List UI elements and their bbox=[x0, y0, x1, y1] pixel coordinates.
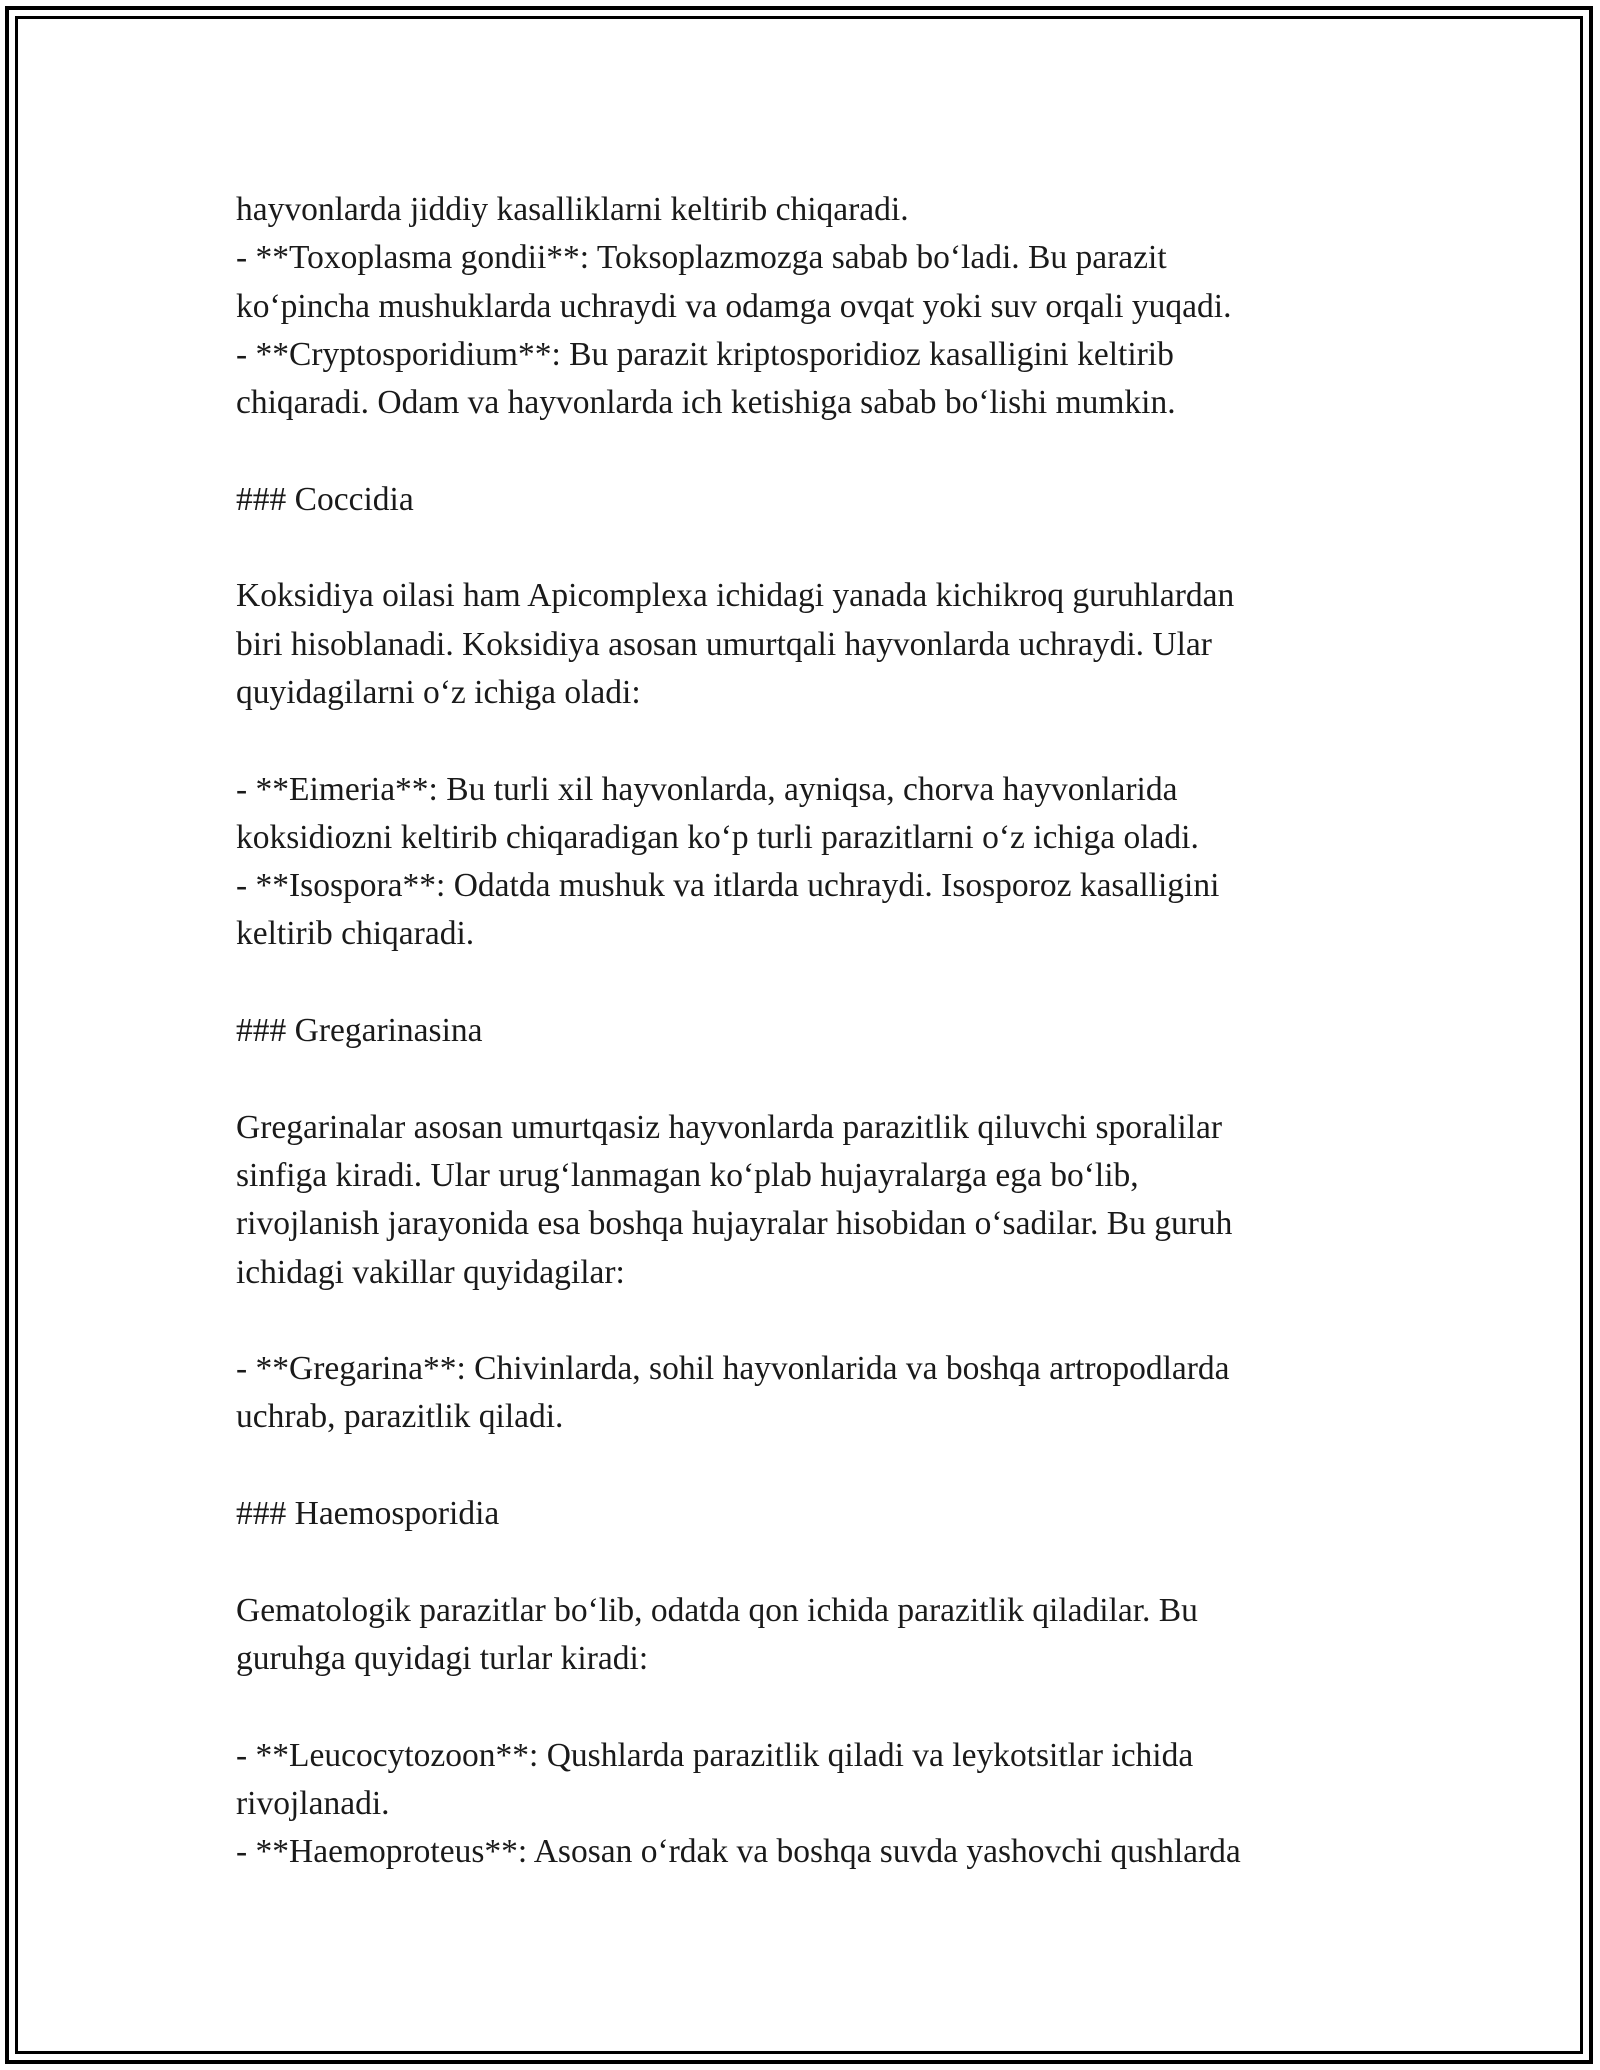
blank-line bbox=[236, 1538, 1386, 1586]
blank-line bbox=[236, 1297, 1386, 1345]
list-item-text-line: - **Toxoplasma gondii**: Toksoplazmozga sabab bo‘ladi. Bu parazit bbox=[236, 239, 1167, 277]
text-line: hayvonlarda jiddiy kasalliklarni keltirib chiqaradi. bbox=[236, 191, 909, 228]
blank-line bbox=[236, 959, 1386, 1007]
blank-line bbox=[236, 524, 1386, 572]
list-item-text-line: - **Cryptosporidium**: Bu parazit kriptosporidioz kasalligini keltirib bbox=[236, 335, 1174, 373]
paragraph-line: rivojlanish jarayonida esa boshqa hujayralar hisobidan o‘sadilar. Bu guruh bbox=[236, 1205, 1233, 1243]
blank-line bbox=[236, 1683, 1386, 1731]
list-item-text-line: - **Isospora**: Odatda mushuk va itlarda uchraydi. Isosporoz kasalligini bbox=[236, 867, 1220, 905]
paragraph-line: guruhga quyidagi turlar kiradi: bbox=[236, 1639, 649, 1677]
text-line: uchrab, parazitlik qiladi. bbox=[236, 1398, 564, 1436]
text-line: ko‘pincha mushuklarda uchraydi va odamga ovqat yoki suv orqali yuqadi. bbox=[236, 287, 1232, 325]
text-line: keltirib chiqaradi. bbox=[236, 915, 475, 953]
text-line: rivojlanadi. bbox=[236, 1784, 390, 1822]
list-item-text-line: - **Leucocytozoon**: Qushlarda parazitlik qiladi va leykotsitlar ichida bbox=[236, 1736, 1194, 1774]
text-line: chiqaradi. Odam va hayvonlarda ich ketishiga sabab bo‘lishi mumkin. bbox=[236, 384, 1176, 422]
paragraph-line: ichidagi vakillar quyidagilar: bbox=[236, 1253, 625, 1291]
paragraph-line: sinfiga kiradi. Ular urug‘lanmagan ko‘plab hujayralarga ega bo‘lib, bbox=[236, 1156, 1139, 1194]
paragraph-line: Gematologik parazitlar bo‘lib, odatda qon ichida parazitlik qiladilar. Bu bbox=[236, 1591, 1198, 1629]
section-heading: ### Gregarinasina bbox=[236, 1012, 483, 1050]
paragraph-line: biri hisoblanadi. Koksidiya asosan umurtqali hayvonlarda uchraydi. Ular bbox=[236, 625, 1212, 663]
blank-line bbox=[236, 1055, 1386, 1103]
list-item-text-line: - **Eimeria**: Bu turli xil hayvonlarda, ayniqsa, chorva hayvonlarida bbox=[236, 770, 1178, 808]
paragraph-line: Koksidiya oilasi ham Apicomplexa ichidagi yanada kichikroq guruhlardan bbox=[236, 577, 1235, 615]
section-heading: ### Haemosporidia bbox=[236, 1495, 500, 1533]
blank-line bbox=[236, 427, 1386, 475]
blank-line bbox=[236, 1442, 1386, 1490]
list-item-text-line: - **Gregarina**: Chivinlarda, sohil hayvonlarida va boshqa artropodlarda bbox=[236, 1350, 1230, 1388]
text-line: koksidiozni keltirib chiqaradigan ko‘p turli parazitlarni o‘z ichiga oladi. bbox=[236, 818, 1199, 856]
blank-line bbox=[236, 717, 1386, 765]
paragraph-line: quyidagilarni o‘z ichiga oladi: bbox=[236, 673, 641, 711]
list-item-text-line: - **Haemoproteus**: Asosan o‘rdak va boshqa suvda yashovchi qushlarda bbox=[236, 1833, 1241, 1871]
paragraph-line: Gregarinalar asosan umurtqasiz hayvonlarda parazitlik qiluvchi sporalilar bbox=[236, 1108, 1223, 1146]
document-body bbox=[236, 186, 1386, 1876]
section-heading: ### Coccidia bbox=[236, 480, 414, 518]
